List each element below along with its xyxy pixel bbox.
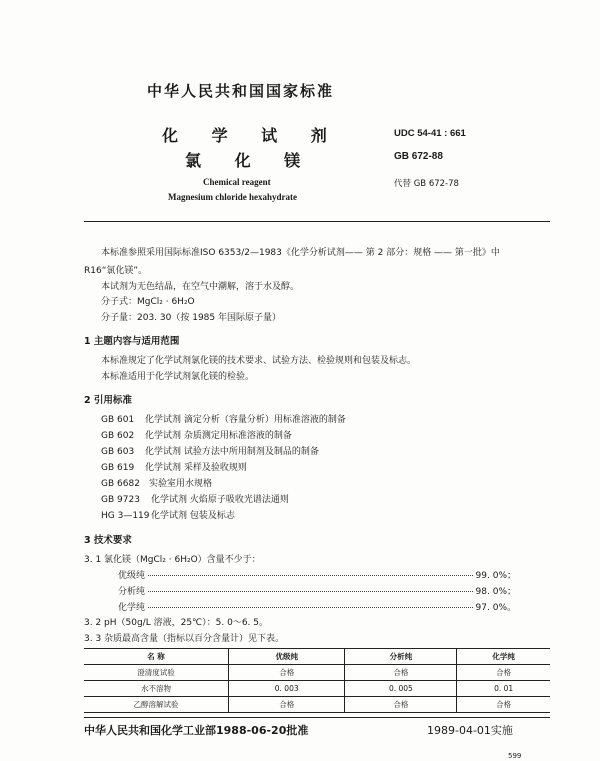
table-cell: 水不溶物 (84, 681, 228, 697)
grade-row-premium: 优级纯 99. 0%； (118, 571, 516, 581)
table-cell: 0. 003 (228, 681, 345, 697)
section3-heading: 3 技术要求 (84, 535, 132, 546)
table-header-cell: 名 称 (84, 649, 228, 665)
header-divider (84, 221, 550, 222)
impurity-table (84, 648, 550, 713)
table-cell: 合格 (228, 697, 345, 713)
table-row (84, 681, 550, 697)
udc-code: UDC 54-41 : 661 (394, 128, 466, 139)
reference-item: GB 601 化学试剂 滴定分析（容量分析）用标准溶液的制备 (101, 415, 346, 425)
table-cell: 0. 005 (345, 681, 457, 697)
table-cell: 合格 (228, 665, 345, 681)
item-3-3: 3. 3 杂质最高含量（指标以百分含量计）见下表。 (84, 634, 285, 644)
intro-para2: 本试剂为无色结晶，在空气中潮解，溶于水及醇。 (101, 282, 300, 292)
item-3-1: 3. 1 氯化镁（MgCl₂ · 6H₂O）含量不少于： (84, 555, 261, 565)
table-cell: 合格 (345, 697, 457, 713)
table-cell: 合格 (457, 665, 550, 681)
table-header-row (84, 649, 550, 665)
section1-line1: 本标准规定了化学试剂氯化镁的技术要求、试验方法、检验规则和包装及标志。 (101, 356, 417, 366)
grade-row-chemical: 化学纯 97. 0%。 (118, 603, 516, 613)
table-header-cell: 分析纯 (345, 649, 457, 665)
item-3-2: 3. 2 pH（50g/L 溶液，25℃）：5. 0～6. 5。 (84, 618, 268, 628)
title-en-line1: Chemical reagent (203, 177, 271, 187)
reference-item: GB 602 化学试剂 杂质测定用标准溶液的制备 (101, 431, 292, 441)
implementation-note: 1989-04-01实施 (427, 724, 513, 737)
table-cell: 乙醇溶解试验 (84, 697, 228, 713)
intro-para1-line1: 本标准参照采用国际标准ISO 6353/2—1983《化学分析试剂—— 第 2 部分：规格 —— 第一批》中 (101, 248, 500, 258)
reference-item: GB 603 化学试剂 试验方法中所用制剂及制品的制备 (101, 447, 319, 457)
table-cell: 合格 (345, 665, 457, 681)
section1-line2: 本标准适用于化学试剂氯化镁的检验。 (101, 372, 255, 382)
approval-note: 中华人民共和国化学工业部1988-06-20批准 (84, 724, 309, 737)
table-row (84, 697, 550, 713)
reference-item: GB 9723 化学试剂 火焰原子吸收光谱法通则 (101, 495, 289, 505)
page-number: 599 (508, 752, 522, 760)
table-row (84, 665, 550, 681)
gb-number: GB 672-88 (394, 151, 443, 162)
section2-heading: 2 引用标准 (84, 395, 132, 406)
reference-item: GB 6682 实验室用水规格 (101, 479, 213, 489)
footer-divider (84, 717, 550, 718)
reference-item: HG 3—119化学试剂 包装及标志 (101, 511, 235, 521)
section1-heading: 1 主题内容与适用范围 (84, 336, 180, 347)
table-header-cell: 优级纯 (228, 649, 345, 665)
grade-row-analytical: 分析纯 98. 0%； (118, 587, 516, 597)
table-cell: 合格 (457, 697, 550, 713)
intro-mol-weight: 分子量：203. 30（按 1985 年国际原子量） (101, 313, 281, 323)
title-en-line2: Magnesium chloride hexahydrate (168, 192, 297, 202)
table-header-cell: 化学纯 (457, 649, 550, 665)
national-standard-title: 中华人民共和国国家标准 (147, 82, 335, 100)
title-cn-line2: 氯 化 镁 (185, 151, 301, 170)
table-cell: 澄清度试验 (84, 665, 228, 681)
title-cn-line1: 化 学 试 剂 (162, 126, 327, 145)
intro-formula: 分子式：MgCl₂ · 6H₂O (101, 297, 195, 307)
replaces-note: 代替 GB 672-78 (394, 179, 459, 189)
intro-para1-line2: R16“氯化镁”。 (84, 266, 148, 276)
table-cell: 0. 01 (457, 681, 550, 697)
reference-item: GB 619 化学试剂 采样及验收规则 (101, 463, 247, 473)
